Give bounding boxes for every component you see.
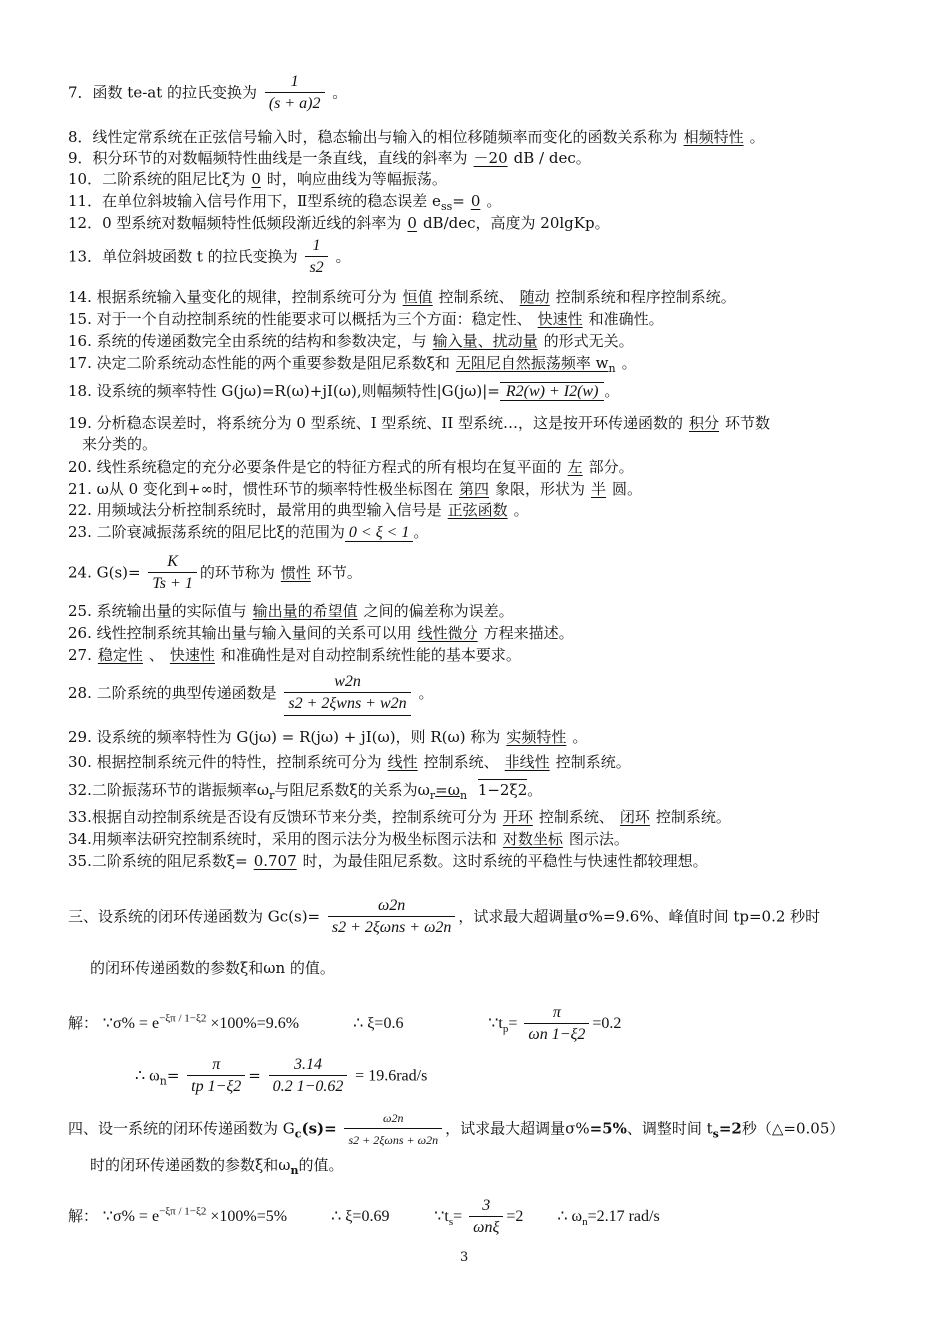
- q18-answer: R2(w) + I2(w): [500, 382, 605, 401]
- q26-text: 26. 线性控制系统其输出量与输入量间的关系可以用: [68, 624, 412, 642]
- section-4-cont: [90, 1155, 344, 1181]
- section-4-ts-result: =2: [506, 1208, 524, 1226]
- section-3-numerator: ω2n: [378, 897, 406, 914]
- q27-answer-2: 快速性: [169, 646, 215, 664]
- q18-text: 18. 设系统的频率特性 G(jω)=R(ω)+jI(ω),则幅频特性|G(jω)|=: [68, 382, 500, 400]
- question-17: [68, 353, 637, 379]
- q32-post: 。: [527, 781, 543, 799]
- q32-text: 32.二阶振荡环节的谐振频率ω: [68, 781, 270, 799]
- section-3-sigma-exponent: −ξπ / 1−ξ2: [159, 1012, 207, 1025]
- question-8: [68, 127, 765, 147]
- q33-post: 控制系统。: [655, 808, 731, 826]
- q14-answer-1: 恒值: [402, 288, 433, 306]
- section-3-wn-sub: n: [159, 1074, 167, 1088]
- q17-subscript: n: [608, 362, 616, 375]
- q10-answer: 0: [251, 170, 261, 188]
- q30-answer-2: 非线性: [504, 753, 550, 771]
- q11-answer: 0: [470, 192, 481, 210]
- q9-post: dB / dec。: [513, 149, 591, 167]
- q22-text: 22. 用频域法分析控制系统时，最常用的典型输入信号是: [68, 501, 442, 519]
- section-3-tp-formula: $\because t_p=$ $\frac{\pi}{\omega n 1-\xi 2}$ =0.2: [488, 1015, 621, 1032]
- q24-text: 24. G(s)=: [68, 563, 141, 582]
- q28-numerator: w2n: [334, 673, 361, 690]
- q25-text: 25. 系统输出量的实际值与: [68, 602, 247, 620]
- q25-post: 之间的偏差称为误差。: [363, 602, 514, 620]
- section-4-sigma-formula: [102, 1205, 291, 1226]
- question-18: [68, 381, 619, 402]
- q27-text: 27.: [68, 646, 92, 664]
- q7-post: 。: [332, 83, 348, 102]
- section-3-tp-sub: p: [502, 1023, 509, 1036]
- question-9: [68, 148, 591, 168]
- section-4-ts-sol-sub: s: [448, 1216, 454, 1229]
- section-3-wn-den-2: 0.2 1−0.62: [269, 1075, 348, 1098]
- question-33: [68, 807, 731, 827]
- q21-post: 圆。: [612, 480, 643, 498]
- q14-text: 14. 根据系统输入量变化的规律，控制系统可分为: [68, 288, 397, 306]
- section-3-solution-label: 解：: [68, 1014, 99, 1033]
- section-4-cont-1: 时的闭环传递函数的参数ξ和ω: [90, 1156, 291, 1174]
- q18-post: 。: [604, 382, 620, 400]
- section-4-sigma-exponent: −ξπ / 1−ξ2: [159, 1205, 207, 1218]
- question-25: [68, 601, 514, 621]
- question-26: [68, 623, 574, 643]
- section-4-text: 四、设一系统的闭环传递函数为 G: [68, 1119, 295, 1138]
- q7-text: 7．函数 te-at 的拉氏变换为: [68, 83, 258, 102]
- q35-text: 35.二阶系统的阻尼系数ξ=: [68, 852, 248, 870]
- q12-post: dB/dec，高度为 20lgKp。: [422, 214, 610, 232]
- q11-post: 。: [486, 192, 502, 210]
- question-28: [68, 672, 433, 716]
- q33-mid: 控制系统、: [538, 808, 614, 826]
- q22-post: 。: [513, 501, 529, 519]
- question-34: [68, 829, 629, 849]
- q34-answer: 对数坐标: [502, 830, 563, 848]
- question-15: [68, 309, 664, 329]
- q32-mid: 与阻尼系数ξ的关系为ω: [274, 781, 430, 799]
- q8-post: 。: [749, 128, 765, 146]
- section-3-sigma-mul: ×100%: [210, 1015, 257, 1033]
- q33-answer-2: 闭环: [619, 808, 650, 826]
- section-4-ts-value: =2: [718, 1119, 742, 1138]
- question-23: [68, 522, 428, 543]
- q19-answer: 积分: [689, 414, 720, 432]
- q15-text: 15. 对于一个自动控制系统的性能要求可以概括为三个方面：稳定性、: [68, 310, 532, 328]
- q11-mid: =: [452, 192, 465, 210]
- q30-answer-1: 线性: [387, 753, 418, 771]
- q17-text: 17. 决定二阶系统动态性能的两个重要参数是阻尼系数ξ和: [68, 354, 450, 372]
- section-3-xi-result: ∴ ξ=0.6: [353, 1015, 404, 1033]
- q23-text: 23. 二阶衰减振荡系统的阻尼比ξ的范围为: [68, 523, 345, 541]
- section-3-text: 三、设系统的闭环传递函数为 Gc(s)=: [68, 907, 321, 926]
- q26-answer: 线性微分: [417, 624, 478, 642]
- section-4-sigma-mul: ×100%: [210, 1208, 257, 1226]
- section-4-post-1: ，试求最大超调量σ%: [445, 1119, 590, 1138]
- q24-mid: 的环节称为: [199, 563, 275, 582]
- question-16: [68, 331, 634, 351]
- section-4-wn-sub: n: [290, 1164, 299, 1177]
- section-3-wn-pre: ∴ ω: [135, 1067, 160, 1085]
- section-4-post-2: 、调整时间 t: [626, 1119, 713, 1138]
- section-4-post-4: 秒（△=0.05）: [741, 1119, 845, 1138]
- q29-answer: 实频特性: [506, 728, 567, 746]
- q22-answer: 正弦函数: [447, 501, 508, 519]
- q17-post: 。: [621, 354, 637, 372]
- section-3-wn-num-1: π: [212, 1056, 221, 1073]
- section-3-tp-den: ωn 1−ξ2: [524, 1023, 589, 1046]
- q16-answer: 输入量、扰动量: [432, 332, 538, 350]
- q24-fraction: [148, 552, 196, 595]
- section-4-text-2: (s)=: [301, 1119, 337, 1138]
- q19-post: 环节数: [725, 414, 771, 432]
- q32-sub-r2: r: [429, 789, 436, 802]
- q15-post: 和准确性。: [588, 310, 664, 328]
- q13-post: 。: [335, 247, 351, 266]
- q7-fraction: [265, 72, 325, 115]
- section-3-wn-fraction-2: [269, 1055, 348, 1098]
- page-number: 3: [460, 1250, 469, 1265]
- q23-answer: 0 < ξ < 1: [345, 524, 413, 542]
- q17-answer: [450, 354, 622, 375]
- section-3-sigma-formula: [102, 1012, 303, 1033]
- section-3-wn-result: = 19.6rad/s: [355, 1067, 428, 1085]
- q10-text: 10．二阶系统的阻尼比ξ为: [68, 170, 246, 188]
- q24-post: 环节。: [316, 563, 362, 582]
- q17-answer-text: 无阻尼自然振荡频率 w: [455, 354, 609, 372]
- q19-text: 19. 分析稳态误差时，将系统分为 0 型系统、I 型系统、II 型系统…，这是按开环传递函数的: [68, 414, 684, 432]
- question-12: [68, 213, 610, 233]
- q24-answer: 惯性: [280, 563, 311, 582]
- section-3-denominator: s2 + 2ξωns + ω2n: [328, 916, 456, 939]
- section-3-sigma-base: ∵σ% = e: [102, 1015, 160, 1033]
- q10-post: 时，响应曲线为等幅振荡。: [266, 170, 447, 188]
- section-4-denominator: s2 + 2ξωns + ω2n: [344, 1128, 442, 1151]
- section-4-gc-sub: c: [294, 1127, 302, 1141]
- section-4-ts-den: ωnξ: [469, 1216, 503, 1239]
- section-3-tp-pre: ∵t: [488, 1015, 503, 1033]
- section-3-tp-num: π: [552, 1004, 561, 1021]
- q26-post: 方程来描述。: [483, 624, 574, 642]
- section-3-wn-den-1: tp 1−ξ2: [187, 1075, 245, 1098]
- q28-denominator: s2 + 2ξwns + w2n: [284, 692, 410, 716]
- section-4-ts-num: 3: [482, 1197, 491, 1214]
- section-4-sigma-value: =5%: [589, 1119, 627, 1138]
- q30-post: 控制系统。: [555, 753, 631, 771]
- section-3-post: ，试求最大超调量σ%=9.6%、峰值时间 tp=0.2 秒时: [458, 907, 821, 926]
- q30-text: 30. 根据控制系统元件的特性，控制系统可分为: [68, 753, 382, 771]
- section-4-cont-2: 的值。: [298, 1156, 344, 1174]
- q34-text: 34.用频率法研究控制系统时，采用的图示法分为极坐标图示法和: [68, 830, 497, 848]
- section-4-numerator: ω2n: [383, 1111, 404, 1125]
- section-4-sigma-result: =5%: [256, 1208, 288, 1226]
- section-4-sigma-base: ∵σ% = e: [102, 1208, 160, 1226]
- section-4-xi-result: ∴ ξ=0.69: [331, 1208, 390, 1226]
- q25-answer: 输出量的希望值: [252, 602, 358, 620]
- q20-post: 部分。: [588, 458, 634, 476]
- q32-sub-n: n: [459, 789, 468, 802]
- question-29: [68, 727, 587, 747]
- section-3-cont: 的闭环传递函数的参数ξ和ωn 的值。: [90, 959, 335, 977]
- section-4-problem: [68, 1108, 844, 1151]
- q27-answer-1: 稳定性: [97, 646, 143, 664]
- section-4-wn-formula: [557, 1208, 660, 1229]
- q28-fraction: [284, 672, 410, 716]
- question-22: [68, 500, 529, 520]
- q14-post: 控制系统和程序控制系统。: [555, 288, 736, 306]
- section-3-solution-row-1: [68, 1003, 621, 1046]
- q7-numerator: 1: [290, 73, 299, 90]
- q12-text: 12．0 型系统对数幅频特性低频段渐近线的斜率为: [68, 214, 402, 232]
- q16-post: 的形式无关。: [543, 332, 634, 350]
- q28-text: 28. 二阶系统的典型传递函数是: [68, 684, 277, 702]
- q21-text: 21. ω从 0 变化到+∞时，惯性环节的频率特性极坐标图在: [68, 480, 453, 498]
- q24-denominator: Ts + 1: [148, 572, 196, 595]
- q21-answer-1: 第四: [459, 480, 490, 498]
- question-7: [68, 72, 347, 115]
- q15-answer: 快速性: [537, 310, 583, 328]
- q20-answer: 左: [567, 458, 583, 476]
- q33-answer-1: 开环: [502, 808, 533, 826]
- q14-answer-2: 随动: [519, 288, 550, 306]
- q35-answer: 0.707: [253, 852, 297, 870]
- section-3-fraction: [328, 896, 456, 939]
- q32-answer-text: =ω: [435, 781, 460, 799]
- section-4-ts-fraction: [469, 1196, 503, 1239]
- question-24: [68, 552, 362, 595]
- section-4-fraction: [344, 1108, 442, 1151]
- question-32: [68, 780, 542, 806]
- section-4-wn-pre: ∴ ω: [557, 1208, 583, 1226]
- q9-answer: －20: [473, 149, 508, 167]
- section-4-solution-label: 解：: [68, 1207, 99, 1226]
- section-3-tp-fraction: [524, 1003, 589, 1046]
- q9-text: 9．积分环节的对数幅频特性曲线是一条直线，直线的斜率为: [68, 149, 468, 167]
- section-4-solution-row: [68, 1196, 660, 1239]
- q27-mid: 、: [148, 646, 164, 664]
- q16-text: 16. 系统的传递函数完全由系统的结构和参数决定，与: [68, 332, 427, 350]
- question-10: [68, 169, 447, 189]
- section-3-tp-result: =0.2: [592, 1015, 622, 1033]
- q32-answer: [435, 781, 468, 802]
- q23-post: 。: [413, 523, 429, 541]
- q28-post: 。: [418, 684, 434, 702]
- q32-sub-r: r: [269, 789, 275, 802]
- q11-text: 11．在单位斜坡输入信号作用下，Ⅱ型系统的稳态误差 e: [68, 192, 441, 210]
- q32-sqrt-term: 1−2ξ2: [477, 781, 528, 799]
- question-27: [68, 645, 521, 665]
- question-14: [68, 287, 736, 307]
- question-13: [68, 236, 350, 279]
- section-4-ts-sub: s: [712, 1127, 719, 1141]
- question-20: [68, 457, 634, 477]
- q30-mid: 控制系统、: [423, 753, 499, 771]
- q20-text: 20. 线性系统稳定的充分必要条件是它的特征方程式的所有根均在复平面的: [68, 458, 562, 476]
- q35-post: 时，为最佳阻尼系数。这时系统的平稳性与快速性都较理想。: [302, 852, 708, 870]
- q8-answer: 相频特性: [683, 128, 744, 146]
- question-30: [68, 752, 631, 772]
- question-21: [68, 479, 642, 499]
- question-19-cont: 来分类的。: [82, 435, 158, 453]
- section-4-ts-formula: $\because t_s=$ $\frac{3}{\text{ωnξ}}$ =2: [434, 1208, 527, 1225]
- q13-numerator: 1: [312, 237, 321, 254]
- section-3-sigma-result: =9.6%: [256, 1015, 300, 1033]
- section-4-ts-pre: ∵t: [434, 1208, 449, 1226]
- section-3-solution-row-2: ∴ $\omega_n=$ $\frac{\pi}{tp 1-\xi 2}$ = $\frac{3.14}{0.2 1-0.62}$ = 19.6rad/s: [135, 1055, 427, 1098]
- section-3-wn-fraction-1: [187, 1055, 245, 1098]
- q12-answer: 0: [407, 214, 417, 232]
- section-4-wn-result: =2.17 rad/s: [587, 1208, 660, 1226]
- q13-fraction: [305, 236, 327, 279]
- q7-denominator: (s + a)2: [265, 92, 325, 115]
- q29-post: 。: [572, 728, 588, 746]
- question-19: [68, 413, 770, 433]
- q13-text: 13．单位斜坡函数 t 的拉氏变换为: [68, 247, 298, 266]
- section-3-wn-num-2: 3.14: [293, 1056, 322, 1073]
- q29-text: 29. 设系统的频率特性为 G(jω) = R(jω) + jI(ω)，则 R(ω) 称为: [68, 728, 501, 746]
- q14-mid: 控制系统、: [438, 288, 514, 306]
- q33-text: 33.根据自动控制系统是否设有反馈环节来分类，控制系统可分为: [68, 808, 497, 826]
- q24-numerator: K: [167, 553, 178, 570]
- section-4-wn-sol-sub: n: [582, 1216, 588, 1229]
- q13-denominator: s2: [305, 256, 327, 279]
- q34-post: 图示法。: [568, 830, 629, 848]
- q11-subscript: ss: [440, 200, 453, 213]
- q21-mid: 象限，形状为: [495, 480, 586, 498]
- q21-answer-2: 半: [591, 480, 607, 498]
- q27-post: 和准确性是对自动控制系统性能的基本要求。: [220, 646, 521, 664]
- q8-text: 8．线性定常系统在正弦信号输入时，稳态输出与输入的相位移随频率而变化的函数关系称为: [68, 128, 678, 146]
- question-35: [68, 851, 708, 871]
- section-3-problem: [68, 896, 820, 939]
